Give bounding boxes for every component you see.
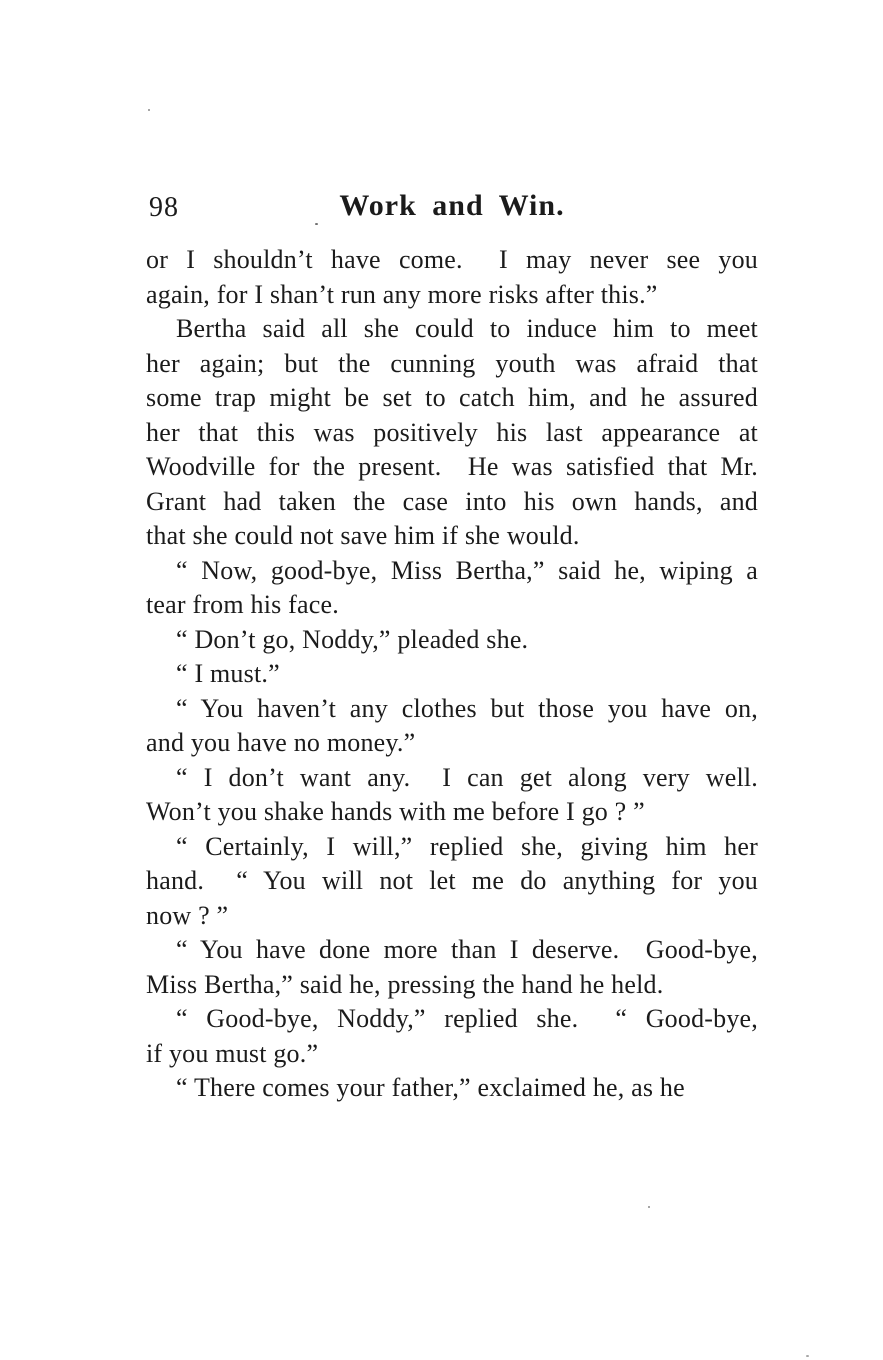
paragraph bbox=[146, 243, 758, 312]
text-line: “ You haven’t any clothes but those you have on, bbox=[176, 693, 758, 723]
text-line: Won’t you shake hands with me before I go ? ” bbox=[146, 797, 645, 826]
text-line: her that this was positively his last appearance at bbox=[146, 417, 758, 447]
paragraph bbox=[146, 1071, 758, 1106]
paragraph bbox=[146, 692, 758, 761]
text-line: Bertha said all she could to induce him to meet bbox=[176, 314, 758, 343]
text-line: Woodville for the present. He was satisfied that Mr. bbox=[146, 452, 758, 481]
text-line: tear from his face. bbox=[146, 590, 339, 619]
text-line: “ Now, good-bye, Miss Bertha,” said he, wiping a bbox=[176, 555, 758, 585]
scan-speck bbox=[315, 223, 318, 225]
paragraph bbox=[146, 554, 758, 623]
scan-speck bbox=[148, 109, 150, 111]
paragraph bbox=[146, 933, 758, 1002]
paragraph bbox=[146, 312, 758, 554]
running-title: Work and Win. bbox=[339, 189, 565, 222]
text-line: again, for I shan’t run any more risks after this.” bbox=[146, 279, 658, 309]
text-line: that she could not save him if she would. bbox=[146, 521, 580, 550]
text-line: “ You have done more than I deserve. Good-bye, bbox=[176, 935, 758, 964]
text-line: if you must go.” bbox=[146, 1038, 319, 1068]
page-header bbox=[146, 189, 758, 229]
text-line: or I shouldn’t have come. I may never see you bbox=[146, 245, 758, 274]
text-line: “ Certainly, I will,” replied she, giving him her bbox=[176, 831, 758, 861]
text-line: some trap might be set to catch him, and he assured bbox=[146, 383, 758, 412]
text-line: “ I must.” bbox=[176, 659, 280, 688]
text-line: Miss Bertha,” said he, pressing the hand he held. bbox=[146, 969, 664, 999]
text-line: and you have no money.” bbox=[146, 728, 416, 757]
paragraph bbox=[146, 657, 758, 692]
text-line: “ Good-bye, Noddy,” replied she. “ Good-bye, bbox=[176, 1004, 758, 1033]
text-line: “ I don’t want any. I can get along very well. bbox=[176, 762, 758, 792]
text-line: “ Don’t go, Noddy,” pleaded she. bbox=[176, 624, 529, 654]
text-line: Grant had taken the case into his own hands, and bbox=[146, 486, 758, 516]
text-line: “ There comes your father,” exclaimed he, as he bbox=[176, 1073, 685, 1102]
page-number: 98 bbox=[149, 192, 179, 223]
scan-speck bbox=[806, 1355, 809, 1357]
paragraph bbox=[146, 1002, 758, 1071]
page-body bbox=[146, 243, 758, 1106]
paragraph bbox=[146, 830, 758, 934]
paragraph bbox=[146, 623, 758, 658]
paragraph bbox=[146, 761, 758, 830]
scan-speck bbox=[648, 1206, 650, 1208]
text-line: her again; but the cunning youth was afraid that bbox=[146, 348, 758, 378]
text-line: hand. “ You will not let me do anything for you bbox=[146, 866, 758, 895]
text-line: now ? ” bbox=[146, 900, 229, 930]
